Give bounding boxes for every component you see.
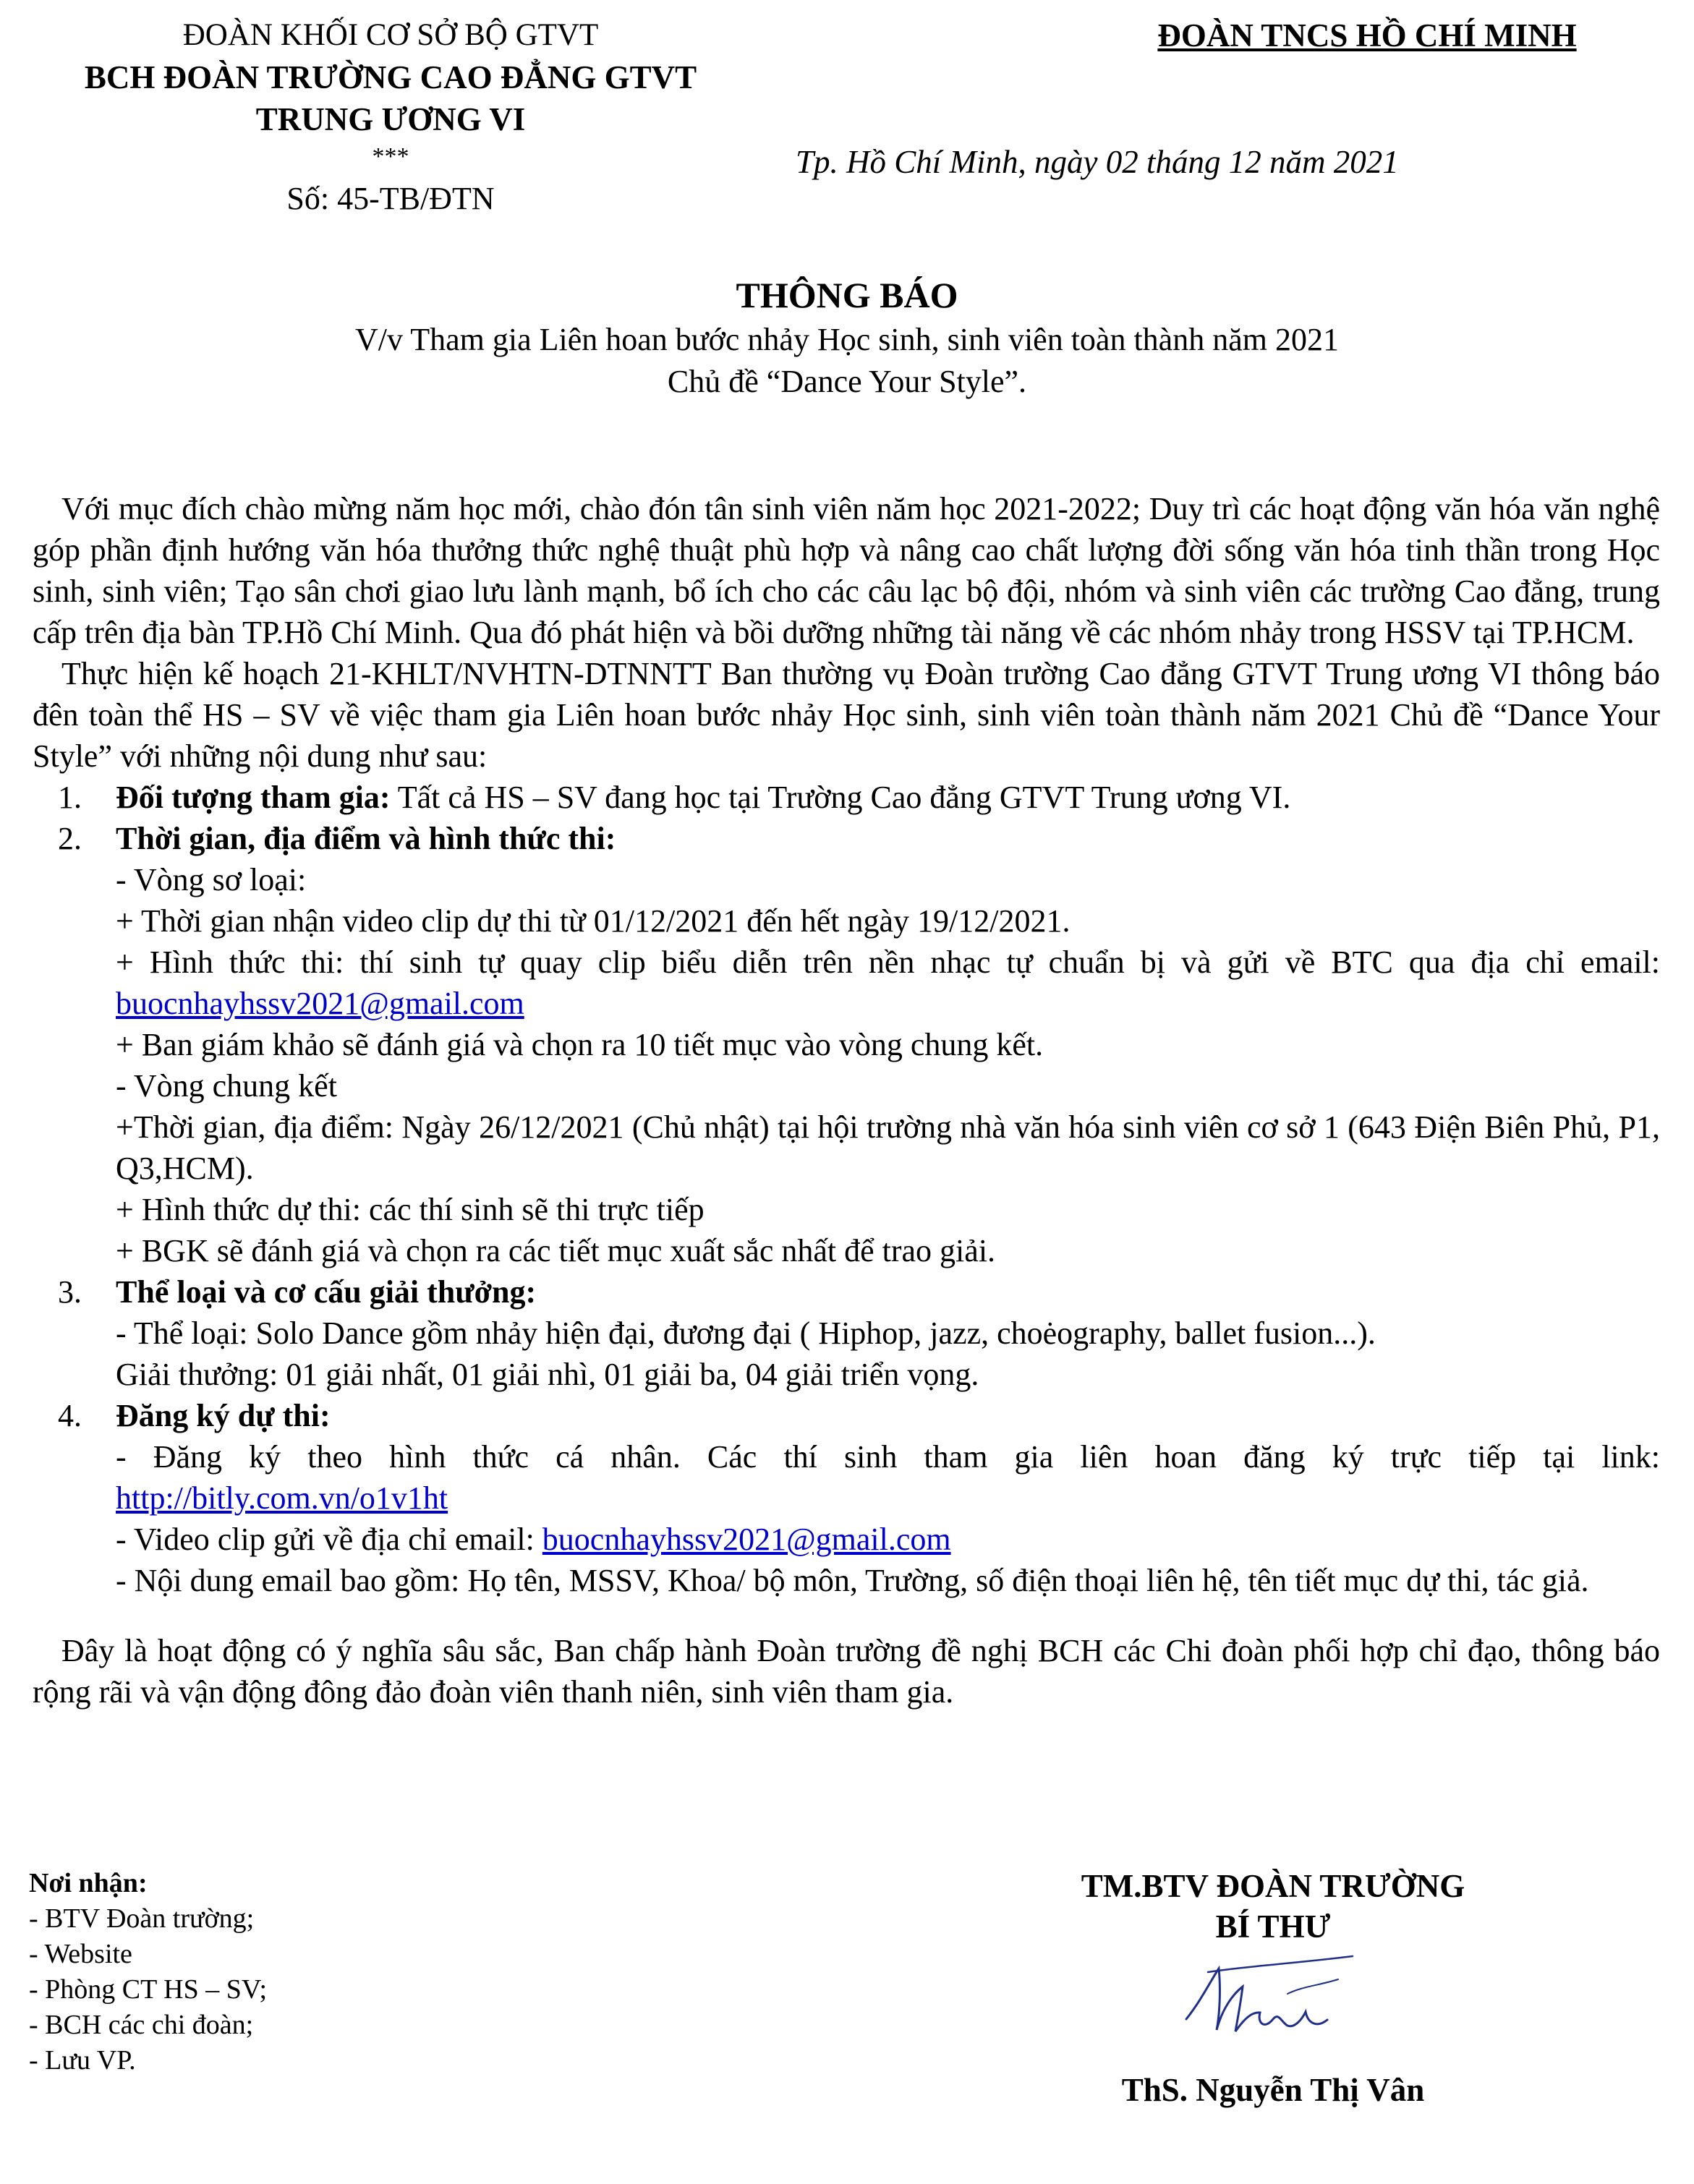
plan-paragraph: Thực hiện kế hoạch 21-KHLT/NVHTN-DTNNTT Ban thường vụ Đoàn trường Cao đẳng GTVT Trung ương VI thông báo đên toàn thể HS – SV về việc tham gia Liên hoan bước nhảy Học sinh, sinh viên toàn thành năm 2021 Chủ đề “Dance Your Style” với những nội dung như sau:: [33, 656, 1660, 774]
item-line: + Hình thức thi: thí sinh tự quay clip biểu diễn trên nền nhạc tự chuẩn bị và gửi về BTC qua địa chỉ email:: [116, 944, 1660, 980]
email-link[interactable]: buocnhayhssv2021@gmail.com: [542, 1522, 951, 1557]
org-line-2: BCH ĐOÀN TRƯỜNG CAO ĐẲNG GTVT: [84, 59, 697, 95]
list-item-4: [33, 1395, 1660, 1436]
signature-block: [1013, 1866, 1533, 2110]
document-number: Số: 45-TB/ĐTN: [286, 181, 495, 216]
document-title: THÔNG BÁO: [736, 275, 958, 315]
document-theme: Chủ đề “Dance Your Style”.: [667, 364, 1027, 399]
item-text: Tất cả HS – SV đang học tại Trường Cao đẳng GTVT Trung ương VI.: [390, 780, 1291, 815]
org-line-1: ĐOÀN KHỐI CƠ SỞ BỘ GTVT: [182, 18, 599, 52]
item-line: + BGK sẽ đánh giá và chọn ra các tiết mục xuất sắc nhất để trao giải.: [116, 1233, 996, 1268]
email-link[interactable]: buocnhayhssv2021@gmail.com: [116, 986, 524, 1021]
signature-icon: [1179, 1950, 1367, 2066]
document-body: [33, 488, 1660, 1712]
recipient-item: - BTV Đoàn trường;: [29, 1903, 255, 1934]
recipient-item: - Website: [29, 1939, 132, 1969]
signatory-title: BÍ THƯ: [1215, 1908, 1331, 1945]
item-line: - Nội dung email bao gồm: Họ tên, MSSV, Khoa/ bộ môn, Trường, số điện thoại liên hệ, tên tiết mục dự thi, tác giả.: [116, 1563, 1589, 1598]
item-label: Thể loại và cơ cấu giải thưởng:: [116, 1274, 537, 1310]
item-number: 1.: [58, 780, 82, 815]
registration-link[interactable]: http://bitly.com.vn/o1v1ht: [116, 1480, 448, 1516]
list-item-2: [33, 818, 1660, 859]
recipient-item: - Phòng CT HS – SV;: [29, 1974, 268, 2005]
intro-paragraph: Với mục đích chào mừng năm học mới, chào đón tân sinh viên năm học 2021-2022; Duy trì các hoạt động văn hóa văn nghệ góp phần định hướng văn hóa thưởng thức nghệ thuật phù hợp và nâng cao chất lượng đời sống văn hóa tinh thần trong Học sinh, sinh viên; Tạo sân chơi giao lưu lành mạnh, bổ ích cho các câu lạc bộ đội, nhóm và sinh viên các trường Cao đẳng, trung cấp trên địa bàn TP.Hồ Chí Minh. Qua đó phát hiện và bồi dưỡng những tài năng về các nhóm nhảy trong HSSV tại TP.HCM.: [33, 491, 1660, 650]
closing-paragraph: Đây là hoạt động có ý nghĩa sâu sắc, Ban chấp hành Đoàn trường đề nghị BCH các Chi đoàn phối hợp chỉ đạo, thông báo rộng rãi và vận động đông đảo đoàn viên thanh niên, sinh viên tham gia.: [33, 1633, 1660, 1710]
separator-stars: ***: [372, 143, 409, 170]
item-label: Đối tượng tham gia:: [116, 780, 391, 815]
recipient-item: - Lưu VP.: [29, 2045, 136, 2076]
item-number: 4.: [58, 1398, 82, 1433]
item-number: 2.: [58, 821, 82, 856]
union-name: ĐOÀN TNCS HỒ CHÍ MINH: [1157, 17, 1577, 54]
document-subject: V/v Tham gia Liên hoan bước nhảy Học sinh, sinh viên toàn thành năm 2021: [355, 322, 1339, 357]
recipient-item: - BCH các chi đoàn;: [29, 2010, 254, 2040]
item-line: - Vòng chung kết: [116, 1068, 337, 1104]
item-line: + Hình thức dự thi: các thí sinh sẽ thi trực tiếp: [116, 1192, 705, 1227]
item-number: 3.: [58, 1274, 82, 1310]
list-item-1: [33, 777, 1660, 818]
item-line: Giải thưởng: 01 giải nhất, 01 giải nhì, 01 giải ba, 04 giải triển vọng.: [116, 1357, 979, 1392]
handwritten-signature: [1013, 1947, 1533, 2070]
issuing-organization: [29, 14, 752, 220]
date-line: Tp. Hồ Chí Minh, ngày 02 tháng 12 năm 2021: [796, 144, 1399, 180]
item-line: - Video clip gửi về địa chỉ email:: [116, 1522, 542, 1557]
item-label: Đăng ký dự thi:: [116, 1398, 331, 1433]
title-block: [0, 271, 1694, 403]
list-item-3: [33, 1271, 1660, 1313]
item-line: - Thể loại: Solo Dance gồm nhảy hiện đại, đương đại ( Hiphop, jazz, choėography, ballet fusion...).: [116, 1315, 1376, 1351]
item-line: - Vòng sơ loại:: [116, 862, 307, 897]
item-line: + Thời gian nhận video clip dự thi từ 01/12/2021 đến hết ngày 19/12/2021.: [116, 903, 1071, 939]
item-line: +Thời gian, địa điểm: Ngày 26/12/2021 (Chủ nhật) tại hội trường nhà văn hóa sinh viên cơ sở 1 (643 Điện Biên Phủ, P1, Q3,HCM).: [116, 1109, 1660, 1186]
item-line: + Ban giám khảo sẽ đánh giá và chọn ra 10 tiết mục vào vòng chung kết.: [116, 1027, 1044, 1062]
signatory-role: TM.BTV ĐOÀN TRƯỜNG: [1081, 1868, 1465, 1904]
item-label: Thời gian, địa điểm và hình thức thi:: [116, 821, 616, 856]
recipients-heading: Nơi nhận:: [29, 1868, 148, 1898]
signer-name: ThS. Nguyễn Thị Vân: [1121, 2072, 1425, 2108]
recipients-block: [29, 1866, 535, 2078]
item-line: - Đăng ký theo hình thức cá nhân. Các thí sinh tham gia liên hoan đăng ký trực tiếp tại link:: [116, 1439, 1660, 1475]
org-line-3: TRUNG ƯƠNG VI: [255, 101, 526, 137]
